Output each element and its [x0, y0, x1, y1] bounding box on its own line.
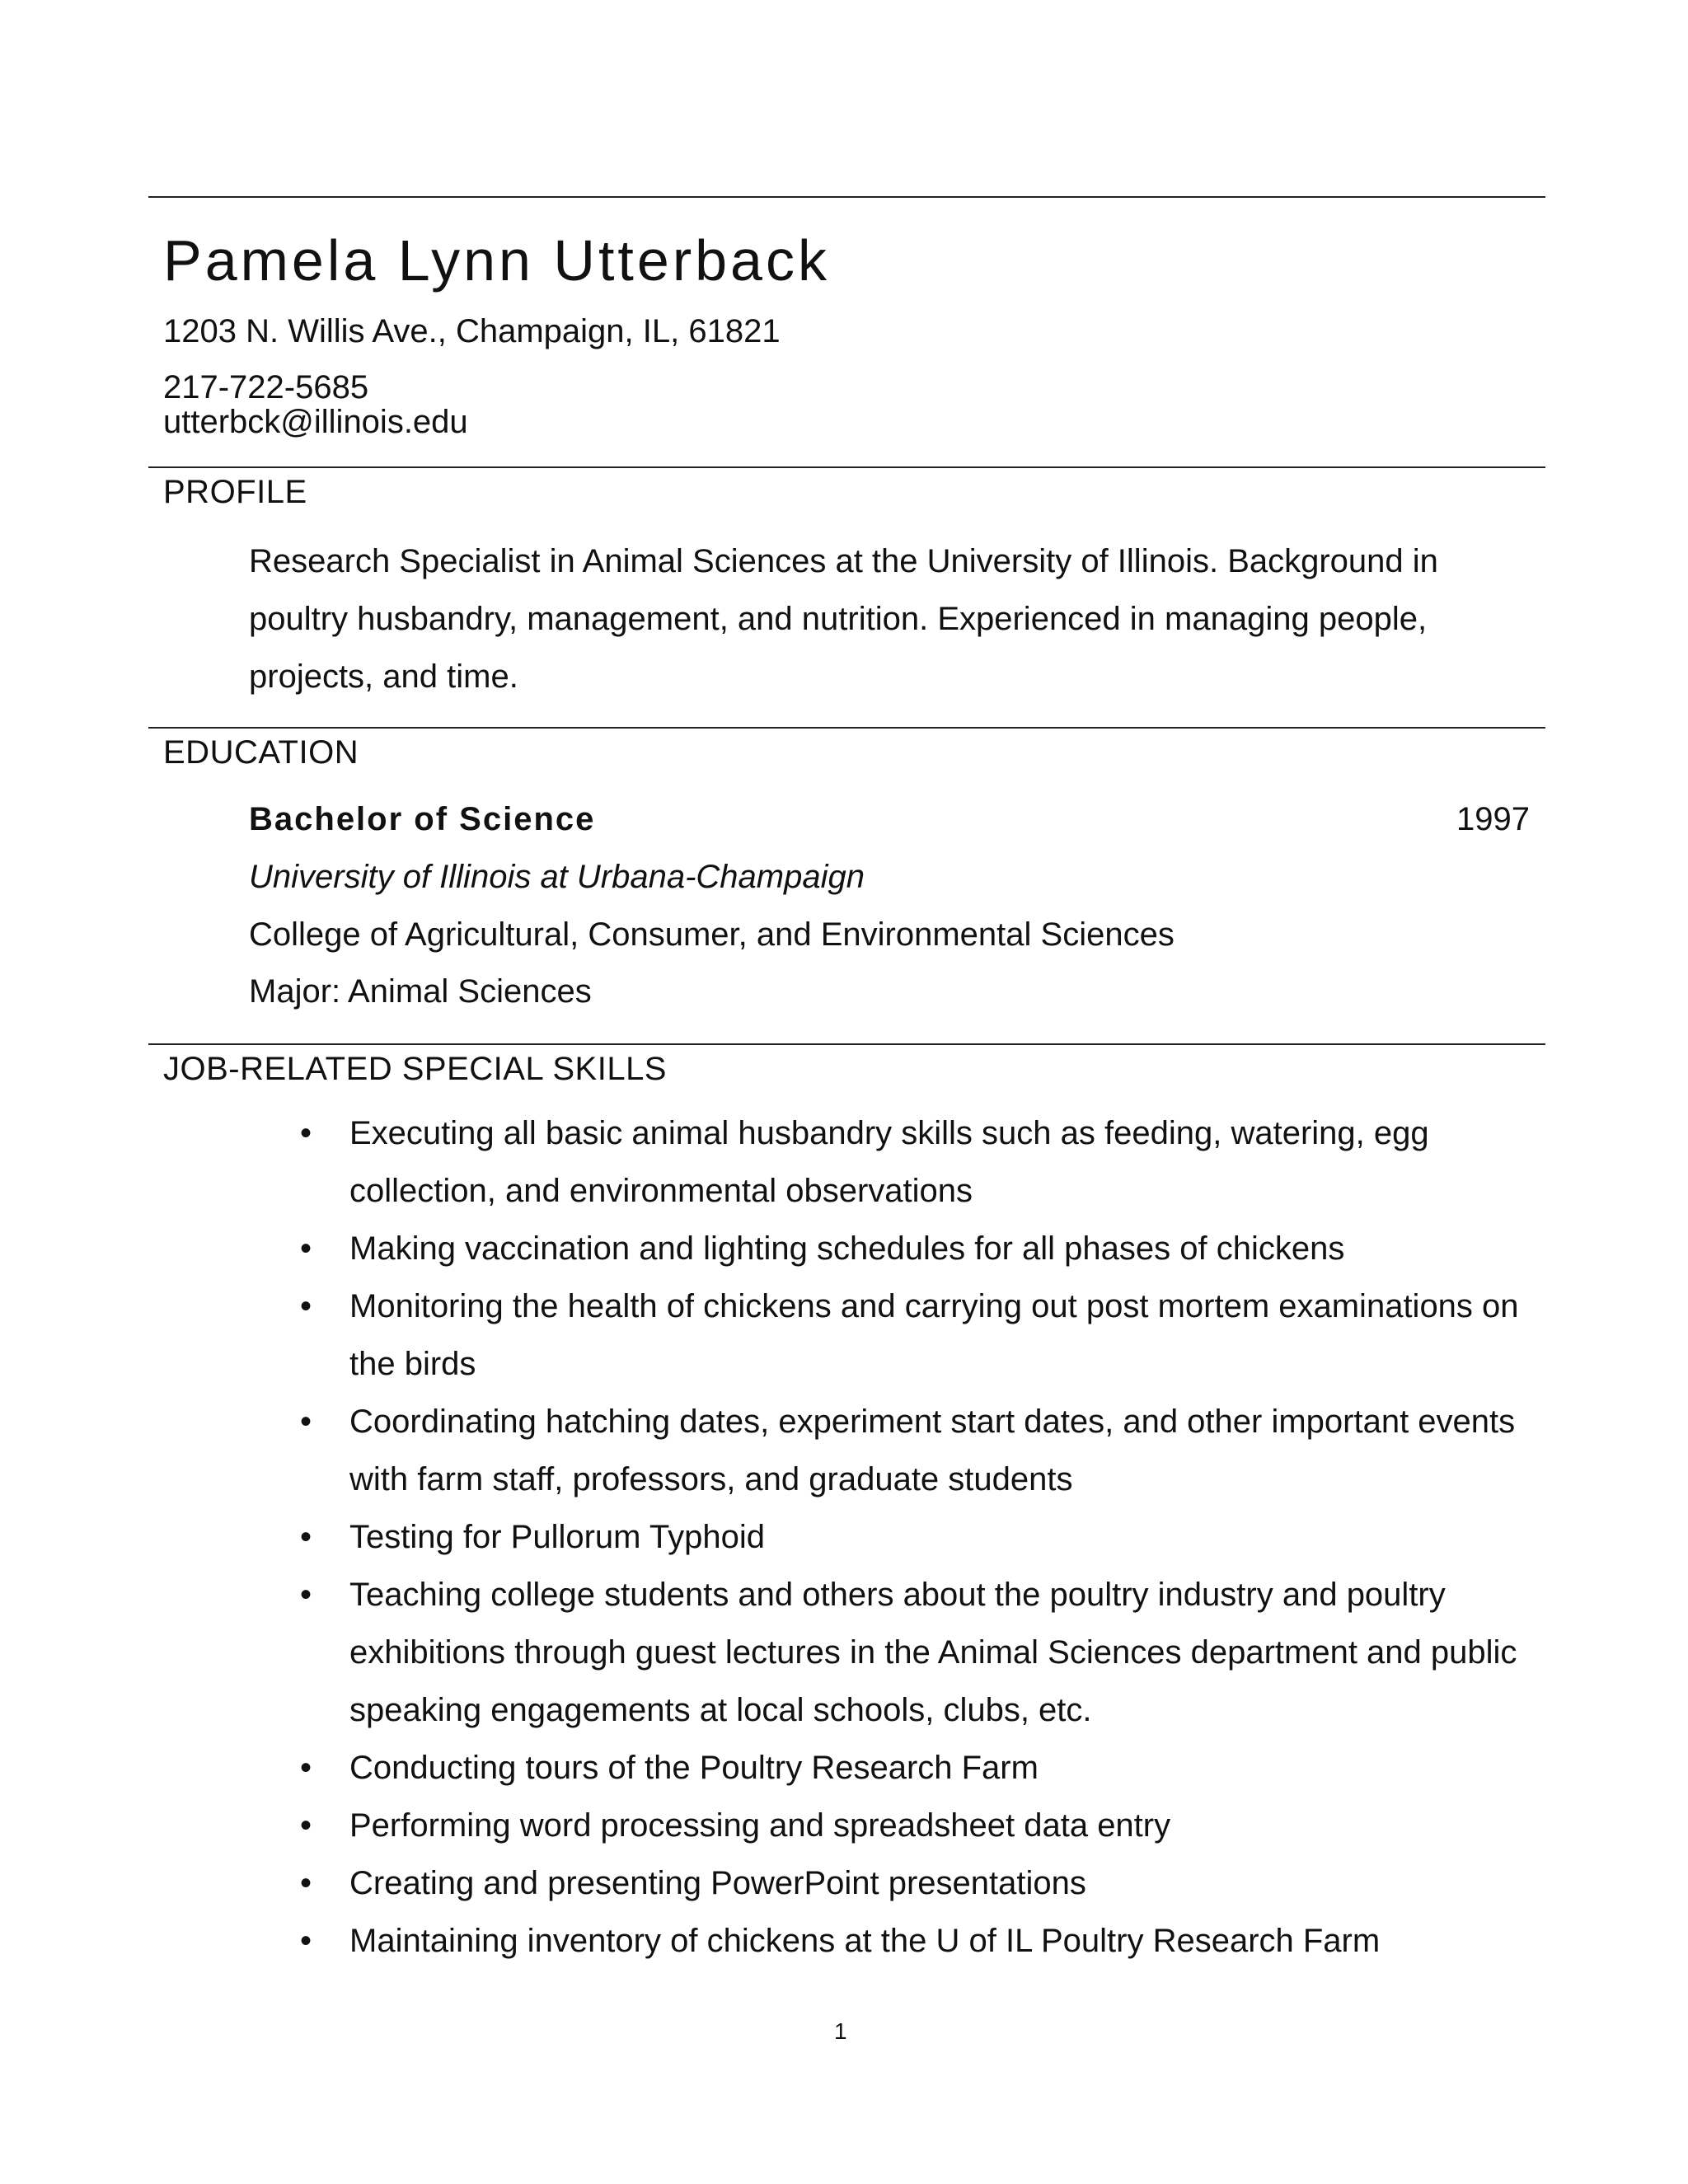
skill-text: Executing all basic animal husbandry skills such as feeding, watering, egg collection, and environmental observations: [349, 1115, 1429, 1209]
resume-name: Pamela Lynn Utterback: [163, 228, 830, 293]
profile-divider: [148, 466, 1545, 468]
skill-text: Coordinating hatching dates, experiment start dates, and other important events with farm staff, professors, and graduate students: [349, 1404, 1516, 1497]
profile-heading: PROFILE: [163, 474, 307, 510]
skill-item: [249, 1220, 1551, 1277]
skill-item: [249, 1739, 1551, 1797]
skills-divider: [148, 1043, 1545, 1045]
skill-text: Monitoring the health of chickens and carrying out post mortem examinations on the birds: [349, 1288, 1519, 1382]
degree-title: Bachelor of Science: [249, 801, 596, 837]
graduation-year: 1997: [1456, 801, 1530, 837]
bullet-icon: •: [300, 1115, 312, 1151]
address-text: 1203 N. Willis Ave., Champaign, IL, 61821: [163, 313, 781, 349]
bullet-icon: •: [300, 1865, 312, 1901]
skill-text: Maintaining inventory of chickens at the U of IL Poultry Research Farm: [349, 1923, 1381, 1959]
bullet-icon: •: [300, 1288, 312, 1324]
page-number: 1: [834, 2018, 847, 2044]
bullet-icon: •: [300, 1750, 312, 1786]
skill-text: Creating and presenting PowerPoint presentations: [349, 1865, 1086, 1901]
bullet-icon: •: [300, 1923, 312, 1959]
bullet-icon: •: [300, 1577, 312, 1613]
skill-text: Teaching college students and others about the poultry industry and poultry exhibitions through guest lectures in the Animal Sciences department and public speaking engagements at local schools, clubs, etc.: [349, 1577, 1517, 1728]
skill-item: [249, 1566, 1551, 1739]
top-divider: [148, 196, 1545, 198]
bullet-icon: •: [300, 1404, 312, 1440]
skill-item: [249, 1104, 1551, 1220]
email-text: utterbck@illinois.edu: [163, 404, 468, 440]
college-name: College of Agricultural, Consumer, and Environmental Sciences: [249, 916, 1175, 953]
bullet-icon: •: [300, 1230, 312, 1267]
profile-text: Research Specialist in Animal Sciences at the University of Illinois. Background in poultry husbandry, management, and nutrition. Experienced in managing people, projects, and time.: [249, 543, 1438, 695]
bullet-icon: •: [300, 1807, 312, 1844]
skills-heading: JOB-RELATED SPECIAL SKILLS: [163, 1051, 667, 1087]
skill-text: Testing for Pullorum Typhoid: [349, 1519, 765, 1555]
skill-item: [249, 1393, 1551, 1508]
skill-text: Making vaccination and lighting schedules for all phases of chickens: [349, 1230, 1345, 1267]
university-name: University of Illinois at Urbana-Champaign: [249, 859, 865, 895]
skill-item: [249, 1277, 1551, 1393]
skill-item: [249, 1854, 1551, 1912]
major-text: Major: Animal Sciences: [249, 973, 592, 1010]
skill-item: [249, 1797, 1551, 1854]
skills-list: [249, 1104, 1551, 1970]
skill-item: [249, 1912, 1551, 1970]
skill-text: Conducting tours of the Poultry Research Farm: [349, 1750, 1039, 1786]
education-heading: EDUCATION: [163, 734, 359, 771]
education-divider: [148, 727, 1545, 729]
bullet-icon: •: [300, 1519, 312, 1555]
skill-text: Performing word processing and spreadsheet data entry: [349, 1807, 1171, 1844]
phone-text: 217-722-5685: [163, 369, 369, 405]
skill-item: [249, 1508, 1551, 1566]
